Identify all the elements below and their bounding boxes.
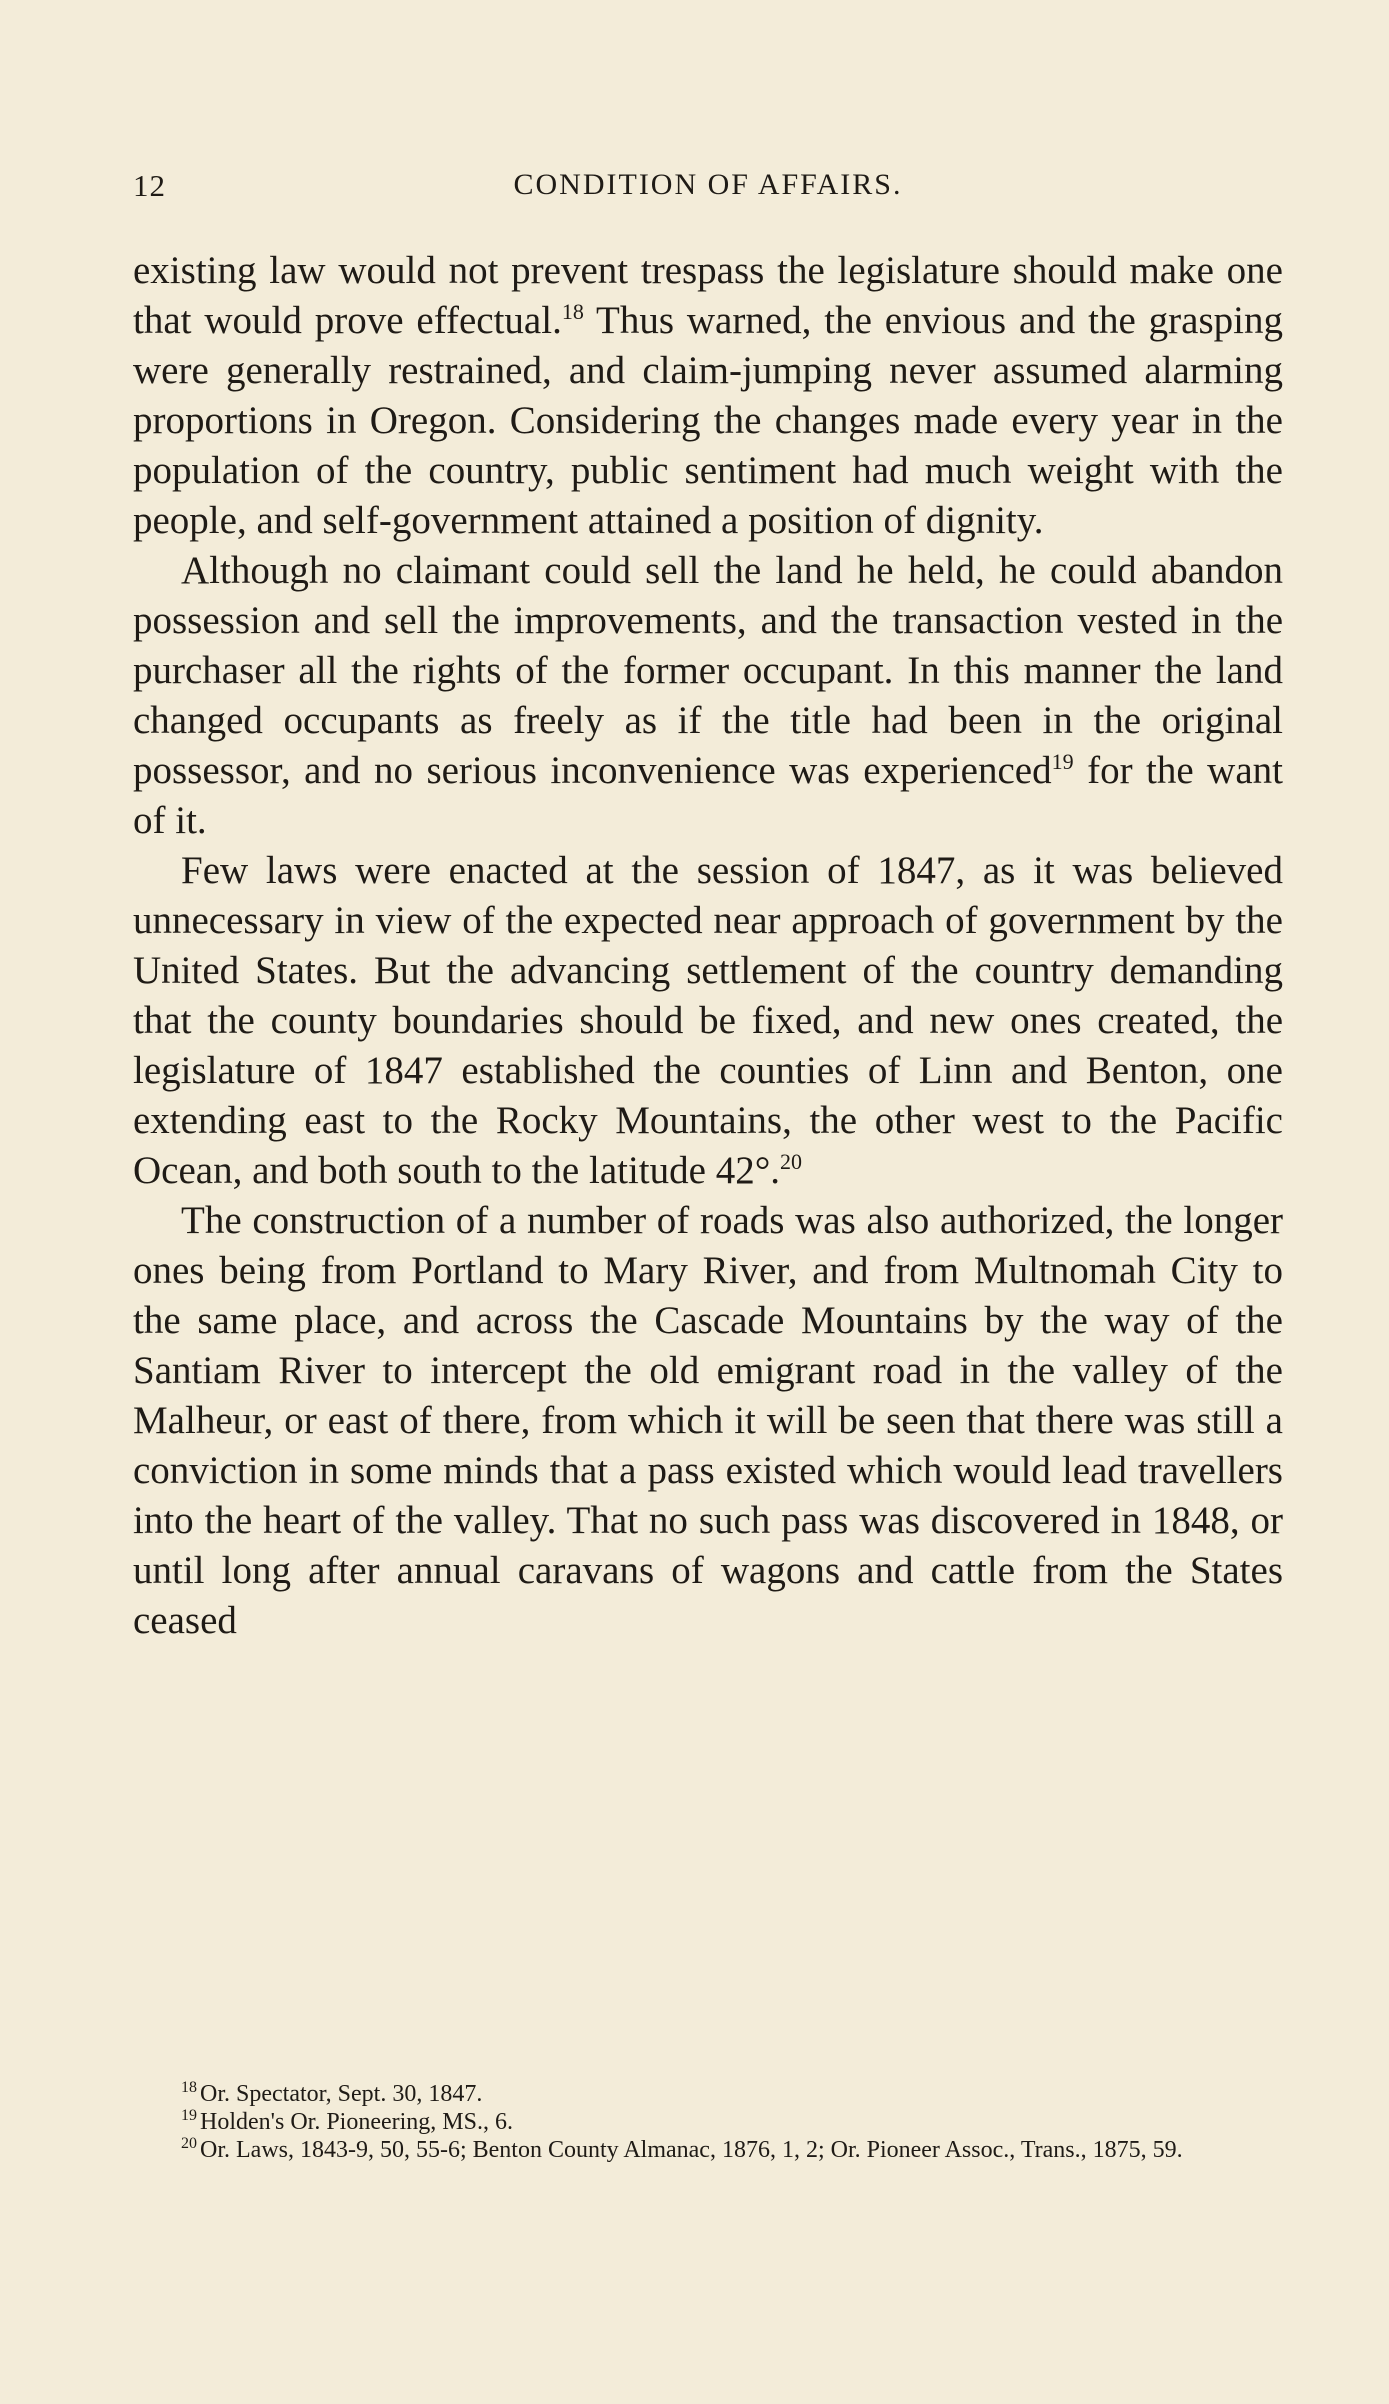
footnote-text: Or. Laws, 1843-9, 50, 55-6; Benton County Almanac, 1876, 1, 2; Or. Pioneer Assoc., Trans., 1875, 59. xyxy=(200,2137,1183,2163)
footnote-reference: 20 xyxy=(780,1149,803,1174)
page-number: 12 xyxy=(133,168,166,203)
paragraph xyxy=(133,246,1283,546)
footnote-reference: 18 xyxy=(561,299,584,324)
paragraph xyxy=(133,546,1283,846)
footnote xyxy=(133,2080,1283,2108)
footnote-text: Holden's Or. Pioneering, MS., 6. xyxy=(200,2109,513,2135)
footnote xyxy=(133,2136,1283,2164)
footnote-number: 20 xyxy=(181,2135,197,2152)
paragraph-text: The construction of a number of roads was also authorized, the longer ones being from Portland to Mary River, and from Multnomah City to the same place, and across the Cascade Mountains by the way of the Santiam River to intercept the old emigrant road in the valley of the Malheur, or east of there, from which it will be seen that there was still a conviction in some minds that a pass existed which would lead travellers into the heart of the valley. That no such pass was discovered in 1848, or until long after annual caravans of wagons and cattle from the States ceased xyxy=(133,1199,1283,1642)
paragraph xyxy=(133,1196,1283,1646)
page-header xyxy=(133,168,1283,212)
paragraph-text: Few laws were enacted at the session of 1847, as it was believed unnecessary in view of the expected near approach of government by the United States. But the advancing settlement of the country demanding that the county boundaries should be fixed, and new ones created, the legislature of 1847 established the counties of Linn and Benton, one extending east to the Rocky Mountains, the other west to the Pacific Ocean, and both south to the latitude 42°. xyxy=(133,849,1283,1192)
footnote-number: 18 xyxy=(181,2079,197,2096)
paragraph-text: Thus warned, the envious and the grasping were generally restrained, and claim-jumping never assumed alarming proportions in Oregon. Considering the changes made every year in the population of the country, public sentiment had much weight with the people, and self-government attained a position of dignity. xyxy=(133,299,1283,542)
footnote-reference: 19 xyxy=(1051,749,1074,774)
footnotes xyxy=(133,2080,1283,2164)
body-text xyxy=(133,246,1283,1646)
running-head: CONDITION OF AFFAIRS. xyxy=(513,168,903,201)
paragraph-text: existing law would not prevent trespass the legislature should make one that would prove effectual. xyxy=(133,249,1283,342)
footnote xyxy=(133,2108,1283,2136)
footnote-text: Or. Spectator, Sept. 30, 1847. xyxy=(200,2081,483,2107)
paragraph xyxy=(133,846,1283,1196)
footnote-number: 19 xyxy=(181,2107,197,2124)
paragraph-text: for the want of it. xyxy=(133,749,1283,842)
paragraph-text: Although no claimant could sell the land he held, he could abandon possession and sell the improvements, and the transaction vested in the purchaser all the rights of the former occupant. In this manner the land changed occupants as freely as if the title had been in the original possessor, and no serious inconvenience was experienced xyxy=(133,549,1283,792)
